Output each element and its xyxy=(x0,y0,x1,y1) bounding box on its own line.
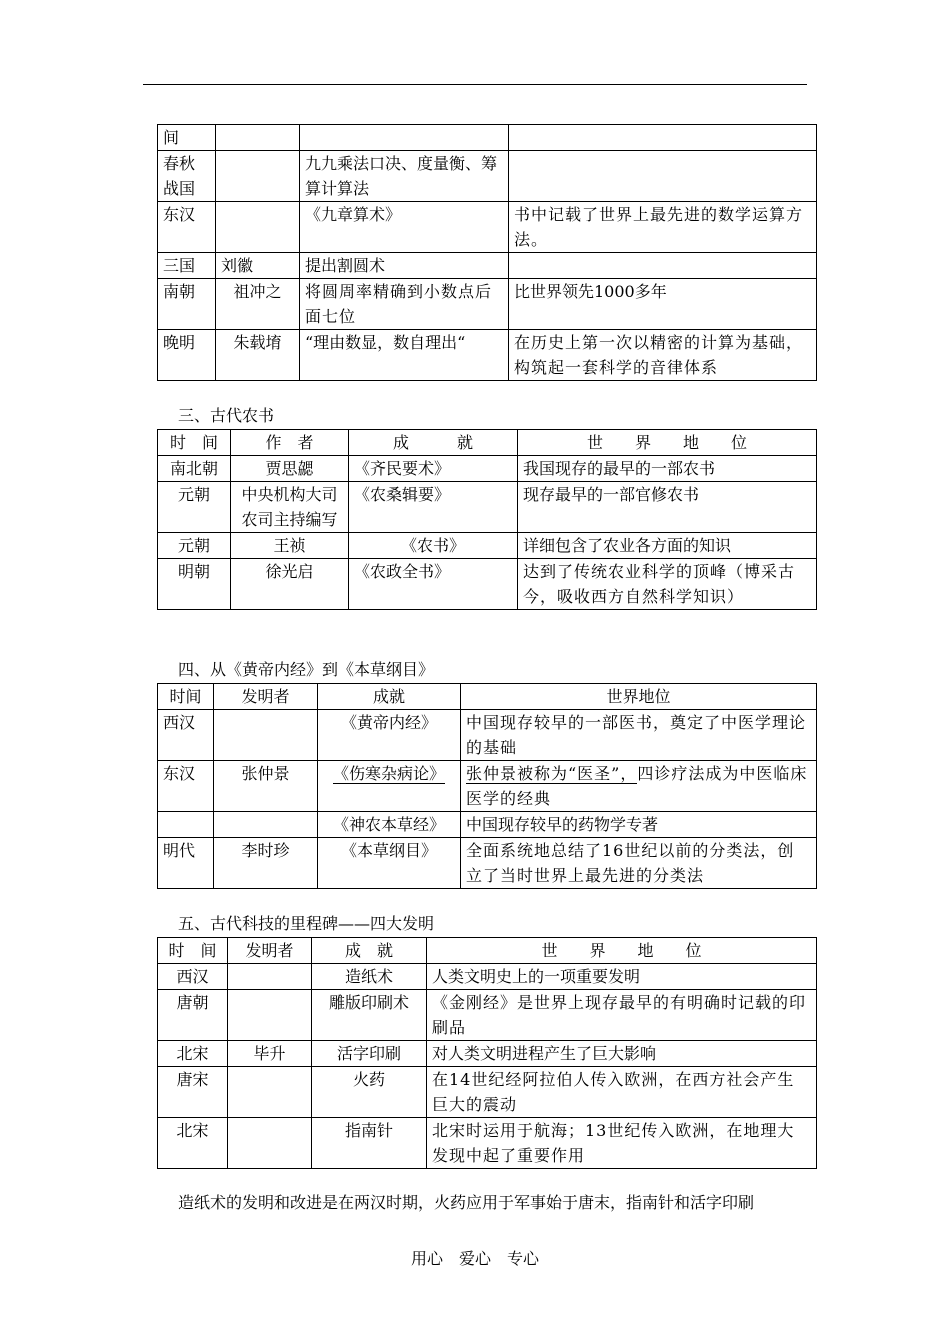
table-row xyxy=(158,533,817,559)
achievement-cell: 指南针 xyxy=(312,1118,427,1169)
time-cell: 东汉 xyxy=(158,202,216,253)
status-cell: 中国现存较早的一部医书，奠定了中医学理论的基础 xyxy=(461,710,817,761)
achievement-cell: 造纸术 xyxy=(312,964,427,990)
med-table xyxy=(157,683,817,889)
time-cell: 元朝 xyxy=(158,482,231,533)
header-inventor: 发明者 xyxy=(228,938,312,964)
status-cell: 对人类文明进程产生了巨大影响 xyxy=(427,1041,817,1067)
status-cell: 现存最早的一部官修农书 xyxy=(518,482,817,533)
table-header-row xyxy=(158,430,817,456)
time-cell: 唐朝 xyxy=(158,990,228,1041)
table-row xyxy=(158,253,817,279)
status-cell: 书中记载了世界上最先进的数学运算方法。 xyxy=(509,202,817,253)
person-cell: 朱载堉 xyxy=(216,330,300,381)
header-status: 世 界 地 位 xyxy=(518,430,817,456)
time-cell: 元朝 xyxy=(158,533,231,559)
underlined-title: 《伤寒杂病论》 xyxy=(332,764,445,783)
achievement-cell: 《农书》 xyxy=(349,533,518,559)
status-cell: 比世界领先1000多年 xyxy=(509,279,817,330)
status-cell: 在历史上第一次以精密的计算为基础，构筑起一套科学的音律体系 xyxy=(509,330,817,381)
time-cell: 南朝 xyxy=(158,279,216,330)
time-cell: 三国 xyxy=(158,253,216,279)
table-row xyxy=(158,330,817,381)
person-cell xyxy=(216,125,300,151)
inventor-cell: 毕升 xyxy=(228,1041,312,1067)
table-row xyxy=(158,990,817,1041)
table-row xyxy=(158,710,817,761)
status-cell xyxy=(461,761,817,812)
inventor-cell: 李时珍 xyxy=(214,838,318,889)
person-cell: 祖冲之 xyxy=(216,279,300,330)
agri-table xyxy=(157,429,817,610)
achievement-cell: 《齐民要术》 xyxy=(349,456,518,482)
table-row xyxy=(158,151,817,202)
table-row xyxy=(158,964,817,990)
med-section-title: 四、从《黄帝内经》到《本草纲目》 xyxy=(178,660,435,679)
table-row xyxy=(158,1067,817,1118)
achievement-cell: 九九乘法口决、度量衡、筹算计算法 xyxy=(300,151,509,202)
author-cell: 王祯 xyxy=(231,533,349,559)
header-author: 作 者 xyxy=(231,430,349,456)
inv-section-title: 五、古代科技的里程碑——四大发明 xyxy=(178,914,435,933)
header-status: 世界地位 xyxy=(461,684,817,710)
inventor-cell xyxy=(228,1118,312,1169)
inventor-cell: 张仲景 xyxy=(214,761,318,812)
header-time: 时 间 xyxy=(158,938,228,964)
achievement-cell: 《本草纲目》 xyxy=(318,838,461,889)
table-header-row xyxy=(158,938,817,964)
status-cell: 全面系统地总结了16世纪以前的分类法，创立了当时世界上最先进的分类法 xyxy=(461,838,817,889)
achievement-cell: 《农政全书》 xyxy=(349,559,518,610)
header-achievement: 成 就 xyxy=(349,430,518,456)
table-row xyxy=(158,482,817,533)
author-cell: 中央机构大司农司主持编写 xyxy=(231,482,349,533)
status-cell: 中国现存较早的药物学专著 xyxy=(461,812,817,838)
header-status: 世 界 地 位 xyxy=(427,938,817,964)
status-cell: 在14世纪经阿拉伯人传入欧洲，在西方社会产生巨大的震动 xyxy=(427,1067,817,1118)
body-paragraph: 造纸术的发明和改进是在两汉时期，火药应用于军事始于唐末，指南针和活字印刷 xyxy=(178,1193,755,1212)
achievement-cell: 活字印刷 xyxy=(312,1041,427,1067)
achievement-cell: 《黄帝内经》 xyxy=(318,710,461,761)
person-cell: 刘徽 xyxy=(216,253,300,279)
time-cell: 唐宋 xyxy=(158,1067,228,1118)
author-cell: 贾思勰 xyxy=(231,456,349,482)
header-rule xyxy=(143,84,807,85)
inventions-table xyxy=(157,937,817,1169)
achievement-cell: 《九章算术》 xyxy=(300,202,509,253)
achievement-cell: 火药 xyxy=(312,1067,427,1118)
author-cell: 徐光启 xyxy=(231,559,349,610)
achievement-cell: 将圆周率精确到小数点后面七位 xyxy=(300,279,509,330)
agri-section-title: 三、古代农书 xyxy=(178,406,275,425)
person-cell xyxy=(216,151,300,202)
time-cell: 明代 xyxy=(158,838,214,889)
achievement-cell xyxy=(318,761,461,812)
table-row xyxy=(158,125,817,151)
status-cell: 人类文明史上的一项重要发明 xyxy=(427,964,817,990)
table-row xyxy=(158,1118,817,1169)
time-cell: 北宋 xyxy=(158,1041,228,1067)
achievement-cell: 雕版印刷术 xyxy=(312,990,427,1041)
table-row xyxy=(158,456,817,482)
table-row xyxy=(158,559,817,610)
person-cell xyxy=(216,202,300,253)
status-text: 四诊疗法成为中医临床医学的经典 xyxy=(466,764,808,808)
status-cell: 北宋时运用于航海；13世纪传入欧洲，在地理大发现中起了重要作用 xyxy=(427,1118,817,1169)
status-cell: 《金刚经》是世界上现存最早的有明确时记载的印刷品 xyxy=(427,990,817,1041)
time-cell: 春秋战国 xyxy=(158,151,216,202)
inventor-cell xyxy=(228,1067,312,1118)
inventor-cell xyxy=(214,710,318,761)
status-cell xyxy=(509,151,817,202)
math-table xyxy=(157,124,817,381)
time-cell: 南北朝 xyxy=(158,456,231,482)
status-cell xyxy=(509,125,817,151)
table-row xyxy=(158,812,817,838)
status-cell xyxy=(509,253,817,279)
header-achievement: 成 就 xyxy=(312,938,427,964)
status-cell: 详细包含了农业各方面的知识 xyxy=(518,533,817,559)
inventor-cell xyxy=(228,990,312,1041)
table-row xyxy=(158,838,817,889)
time-cell: 晚明 xyxy=(158,330,216,381)
table-row xyxy=(158,202,817,253)
status-cell: 达到了传统农业科学的顶峰（博采古今，吸收西方自然科学知识） xyxy=(518,559,817,610)
achievement-cell: 提出割圆术 xyxy=(300,253,509,279)
time-cell: 间 xyxy=(158,125,216,151)
achievement-cell: 《农桑辑要》 xyxy=(349,482,518,533)
time-cell: 北宋 xyxy=(158,1118,228,1169)
header-achievement: 成就 xyxy=(318,684,461,710)
time-cell: 西汉 xyxy=(158,964,228,990)
status-cell: 我国现存的最早的一部农书 xyxy=(518,456,817,482)
achievement-cell: “理由数显，数自理出“ xyxy=(300,330,509,381)
table-row xyxy=(158,279,817,330)
time-cell xyxy=(158,812,214,838)
time-cell: 东汉 xyxy=(158,761,214,812)
inventor-cell xyxy=(214,812,318,838)
achievement-cell: 《神农本草经》 xyxy=(318,812,461,838)
underlined-text: 张仲景被称为“医圣”， xyxy=(466,764,638,783)
time-cell: 西汉 xyxy=(158,710,214,761)
table-row xyxy=(158,761,817,812)
header-time: 时间 xyxy=(158,684,214,710)
time-cell: 明朝 xyxy=(158,559,231,610)
table-row xyxy=(158,1041,817,1067)
table-header-row xyxy=(158,684,817,710)
header-inventor: 发明者 xyxy=(214,684,318,710)
achievement-cell xyxy=(300,125,509,151)
inventor-cell xyxy=(228,964,312,990)
header-time: 时 间 xyxy=(158,430,231,456)
page-footer: 用心 爱心 专心 xyxy=(410,1249,539,1268)
